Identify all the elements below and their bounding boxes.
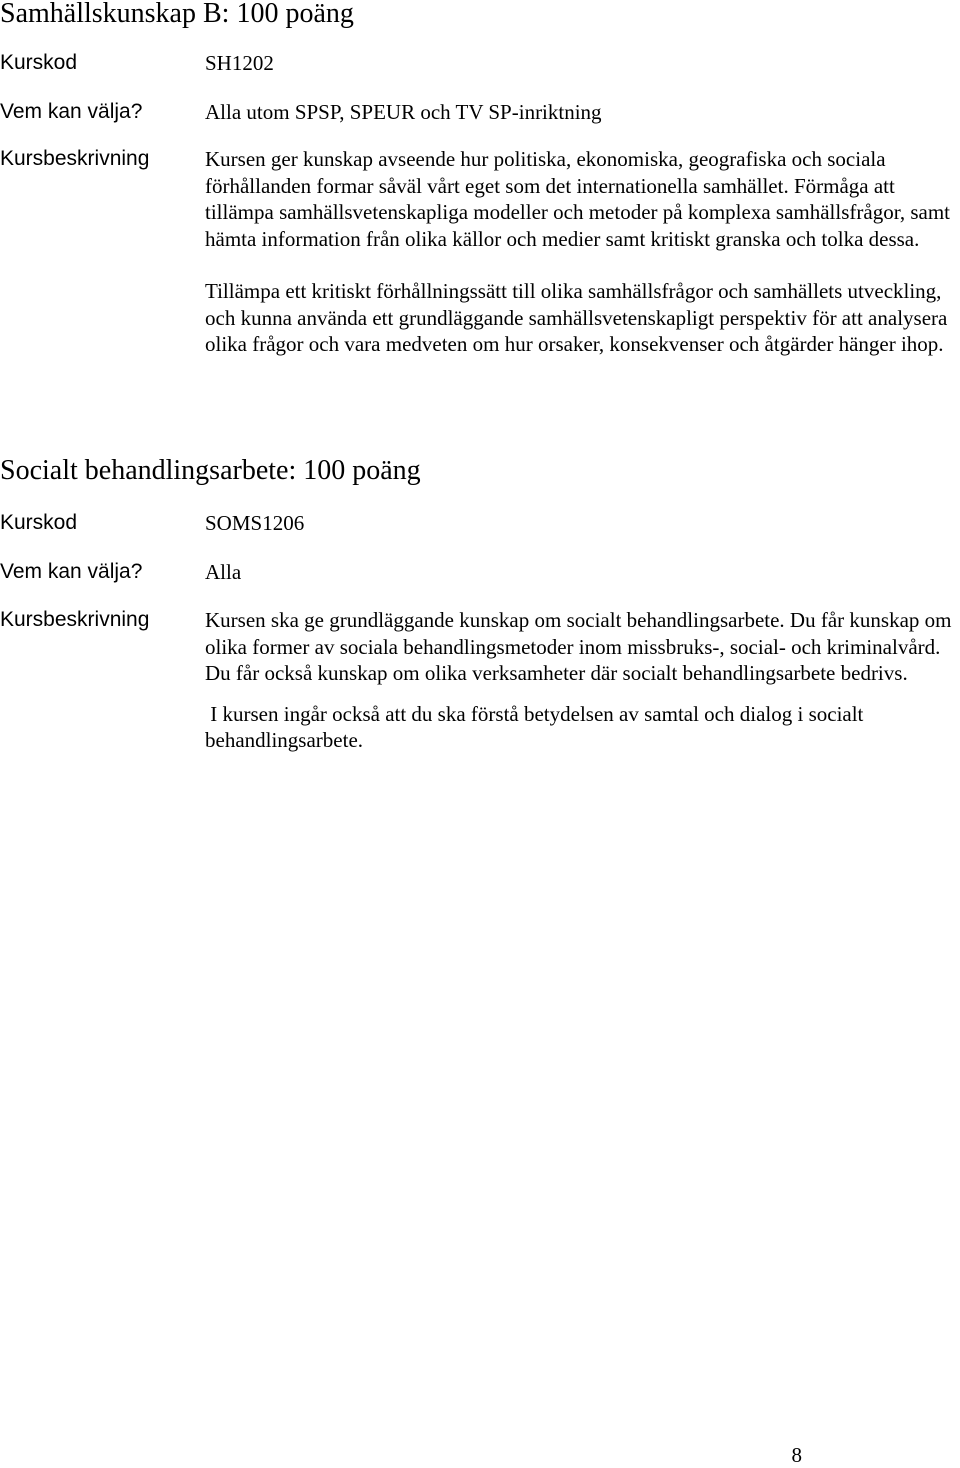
eligibility-value: Alla — [205, 560, 242, 584]
course-title: Socialt behandlingsarbete: 100 poäng — [0, 455, 421, 486]
course-description — [205, 607, 957, 754]
description-paragraph: I kursen ingår också att du ska förstå betydelsen av samtal och dialog i socialt behandlingsarbete. — [205, 701, 869, 752]
course-code-label: Kurskod — [0, 51, 78, 74]
page-number: 8 — [791, 1443, 802, 1467]
eligibility-value: Alla utom SPSP, SPEUR och TV SP-inriktning — [205, 100, 602, 124]
eligibility-label: Vem kan välja? — [0, 560, 143, 583]
course-description — [205, 146, 957, 358]
eligibility-label: Vem kan välja? — [0, 100, 143, 123]
course-title: Samhällskunskap B: 100 poäng — [0, 0, 354, 29]
course-description-label: Kursbeskrivning — [0, 608, 150, 631]
description-paragraph: Kursen ger kunskap avseende hur politiska, ekonomiska, geografiska och sociala förhållanden formar såväl vårt eget som det internationella samhället. Förmåga att tillämpa samhällsvetenskapliga modeller och metoder på komplexa samhällsfrågor, samt hämta information från olika källor och medier samt kritiskt granska och tolka dessa. — [205, 147, 951, 251]
course-code-label: Kurskod — [0, 511, 78, 534]
description-paragraph: Tillämpa ett kritiskt förhållningssätt till olika samhällsfrågor och samhällets utveckling, och kunna använda ett grundläggande samhällsvetenskapligt perspektiv för att analysera olika frågor och vara medveten om hur orsaker, konsekvenser och åtgärder hänger ihop. — [205, 279, 948, 356]
description-paragraph: Kursen ska ge grundläggande kunskap om socialt behandlingsarbete. Du får kunskap om olika former av sociala behandlingsmetoder inom missbruks-, social- och kriminalvård. Du får också kunskap om olika verksamheter där socialt behandlingsarbete bedrivs. — [205, 608, 952, 685]
course-description-label: Kursbeskrivning — [0, 147, 150, 170]
course-code-value: SOMS1206 — [205, 511, 305, 535]
course-code-value: SH1202 — [205, 51, 274, 75]
